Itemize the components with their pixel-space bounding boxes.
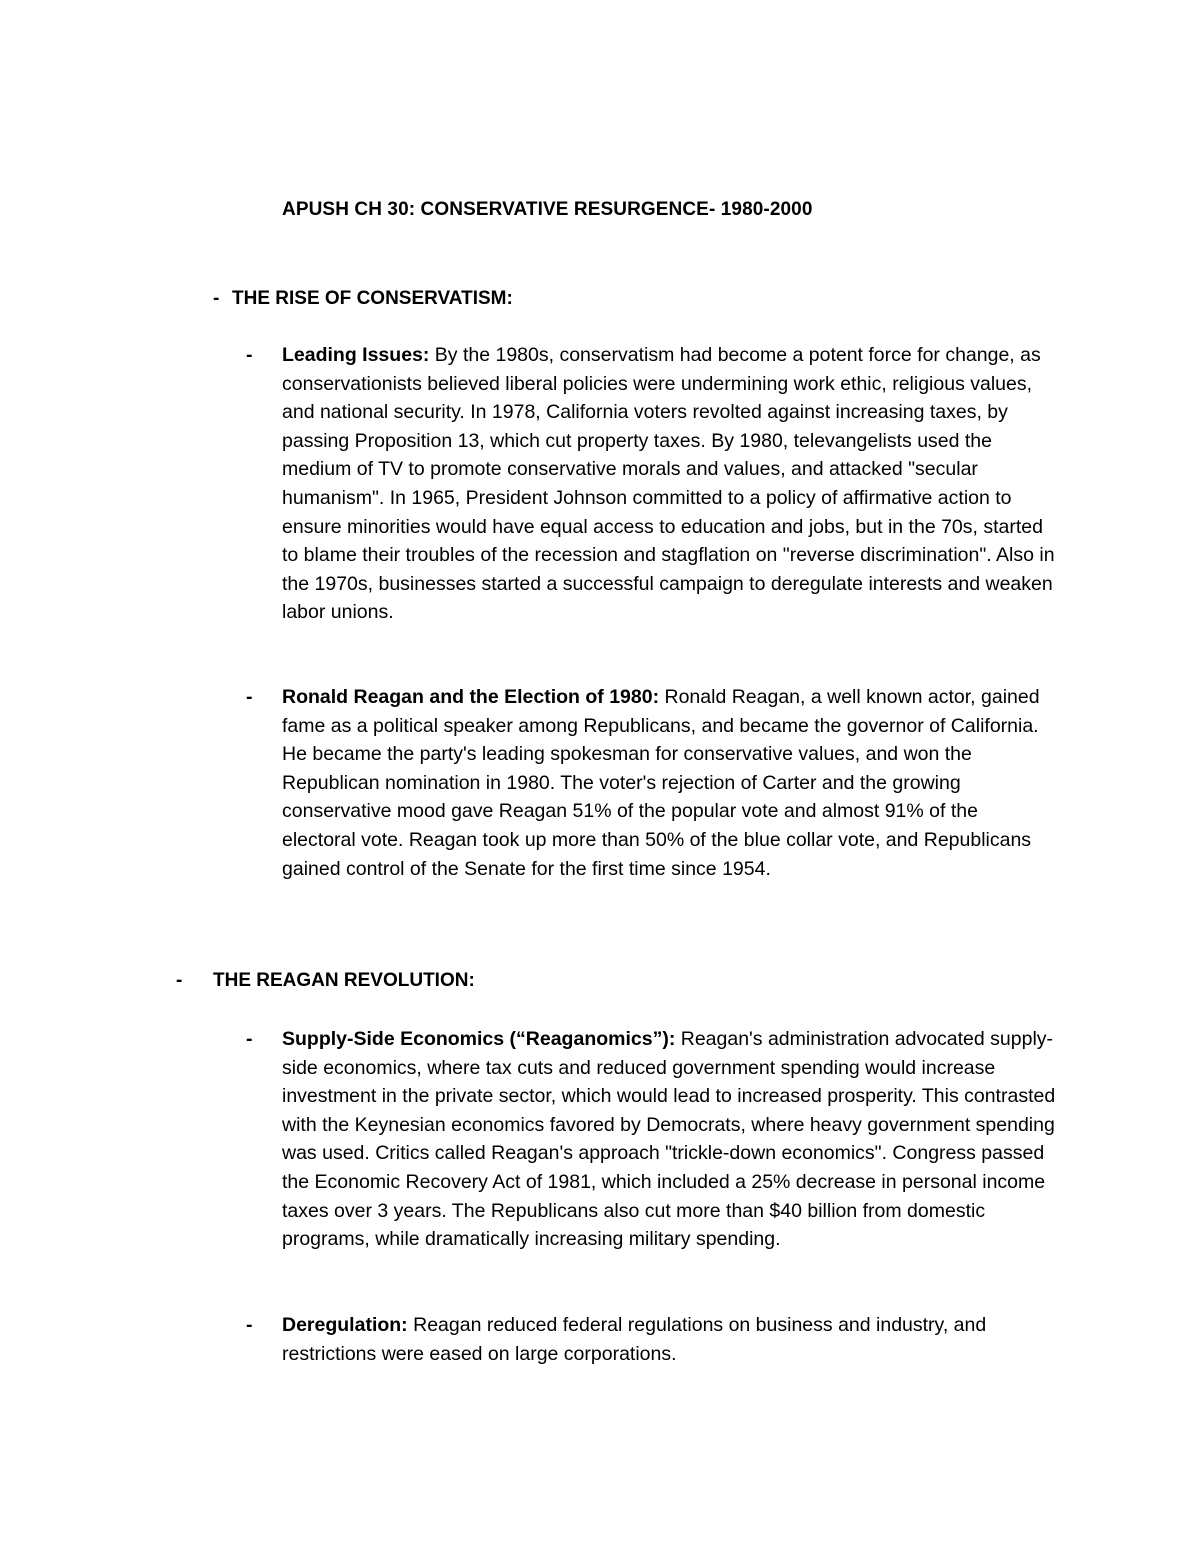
list-item-label: Leading Issues: — [282, 344, 430, 366]
list-item-text: Reagan's administration advocated supply-side economics, where tax cuts and reduced government spending would increase investment in the private sector, which would lead to increased prosperity. This contrasted with the Keynesian economics favored by Democrats, where heavy government spending was used. Critics called Reagan's approach "trickle-down economics". Congress passed the Economic Recovery Act of 1981, which included a 25% decrease in personal income taxes over 3 years. The Republicans also cut more than $40 billion from domestic programs, while dramatically increasing military spending. — [282, 1028, 1056, 1251]
section-heading-text: THE REAGAN REVOLUTION: — [213, 970, 475, 991]
section-dash: - — [213, 288, 220, 309]
list-item-paragraph — [282, 683, 1057, 883]
list-item-label: Ronald Reagan and the Election of 1980: — [282, 686, 660, 708]
list-item-text: Reagan reduced federal regulations on business and industry, and restrictions were eased on large corporations. — [282, 1314, 987, 1365]
list-item-text: By the 1980s, conservatism had become a potent force for change, as conservationists believed liberal policies were undermining work ethic, religious values, and national security. In 1978, California voters revolted against increasing taxes, by passing Proposition 13, which cut property taxes. By 1980, televangelists used the medium of TV to promote conservative morals and values, and attacked "secular humanism". In 1965, President Johnson committed to a policy of affirmative action to ensure minorities would have equal access to education and jobs, but in the 70s, started to blame their troubles of the recession and stagflation on "reverse discrimination". Also in the 1970s, businesses started a successful campaign to deregulate interests and weaken labor unions. — [282, 344, 1055, 624]
document-title: APUSH CH 30: CONSERVATIVE RESURGENCE- 1980-2000 — [282, 199, 813, 220]
bullet-dash: - — [246, 1314, 253, 1336]
list-item-paragraph — [282, 1311, 1057, 1368]
bullet-dash: - — [246, 1028, 253, 1050]
section-dash: - — [176, 970, 183, 991]
section-heading-reagan-revolution — [176, 970, 576, 996]
list-item-label: Deregulation: — [282, 1314, 408, 1336]
section-heading-text: THE RISE OF CONSERVATISM: — [232, 288, 513, 309]
bullet-dash: - — [246, 344, 253, 366]
section-heading-rise-of-conservatism — [213, 288, 613, 314]
bullet-dash: - — [246, 686, 253, 708]
list-item-paragraph — [282, 1025, 1057, 1254]
list-item-text: Ronald Reagan, a well known actor, gained fame as a political speaker among Republicans, and became the governor of California. He became the party's leading spokesman for conservative values, and won the Republican nomination in 1980. The voter's rejection of Carter and the growing conservative mood gave Reagan 51% of the popular vote and almost 91% of the electoral vote. Reagan took up more than 50% of the blue collar vote, and Republicans gained control of the Senate for the first time since 1954. — [282, 686, 1040, 880]
list-item-label: Supply-Side Economics (“Reaganomics”): — [282, 1028, 676, 1050]
list-item-paragraph — [282, 341, 1057, 627]
